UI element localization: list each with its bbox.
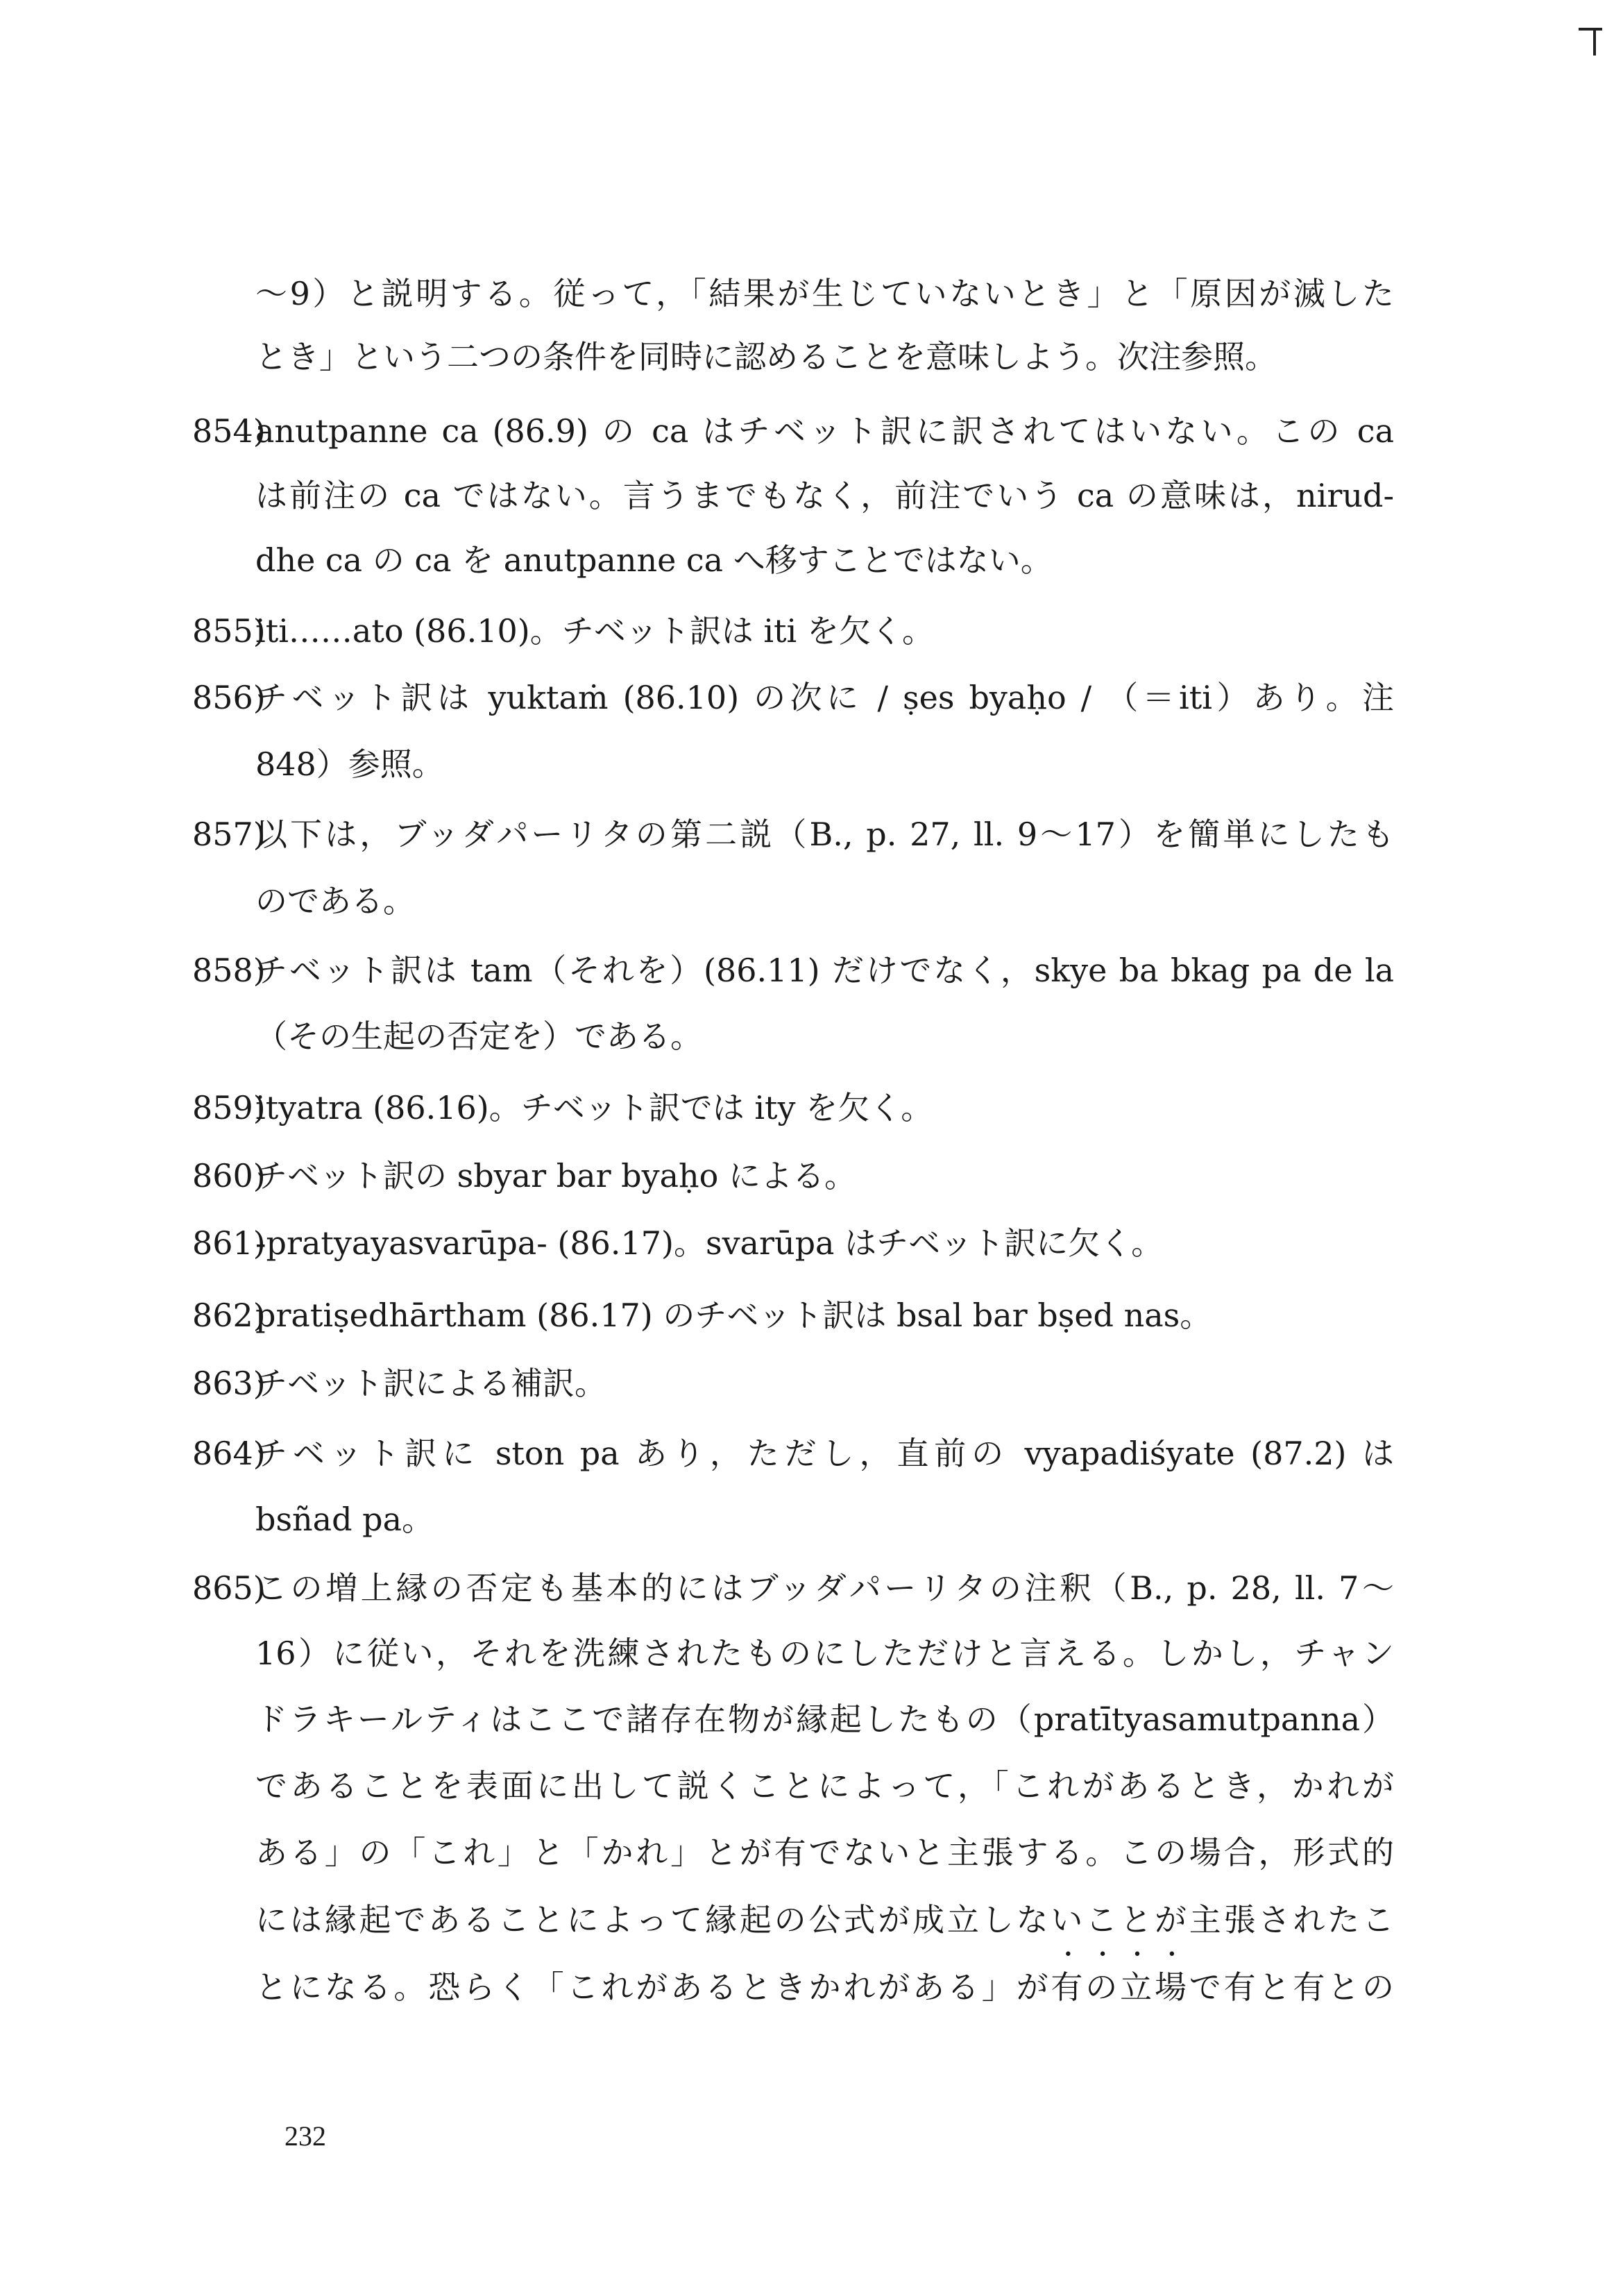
footnote-text [255, 801, 1394, 868]
footnote-text [255, 598, 1394, 664]
footnote-text [255, 260, 1394, 327]
footnote-number: 858) [192, 952, 266, 989]
text-run: ドラキールティはここで諸存在物が縁起したもの（pratītyasamutpanna） [255, 1700, 1394, 1738]
footnote-number: 857) [192, 816, 266, 853]
text-run: dhe ca の ca を anutpanne ca へ移すことではない。 [255, 541, 1053, 579]
footnote-number: 862) [192, 1297, 266, 1334]
footnote-continuation-line [0, 1954, 1623, 2020]
footnote-continuation-line [0, 1753, 1623, 1819]
footnote-text [255, 731, 1394, 797]
footnote-text [255, 1210, 1394, 1276]
emphasis-char: 立 [1120, 1968, 1155, 2006]
footnote-text [255, 1142, 1394, 1209]
footnote-text [255, 1753, 1394, 1819]
text-run: 16）に従い，それを洗練されたものにしただけと言える。しかし，チャン [255, 1635, 1394, 1672]
footnote-line [0, 398, 1623, 464]
footnote-continuation-line [0, 1686, 1623, 1753]
footnote-number: 859) [192, 1089, 266, 1126]
footnote-text [255, 664, 1394, 731]
text-run: であることを表面に出して説くことによって，「これがあるとき，かれが [255, 1767, 1394, 1805]
text-run: -pratyayasvarūpa- (86.17)。svarūpa はチベット訳に欠く。 [255, 1224, 1164, 1262]
footnote-text [255, 1350, 1394, 1417]
footnote-line [0, 937, 1623, 1004]
footnote-line [0, 1282, 1623, 1349]
footnote-number: 855) [192, 612, 266, 650]
text-run: とき」という二つの条件を同時に認めることを意味しよう。次注参照。 [255, 338, 1277, 375]
text-run: で有と有との [1189, 1968, 1394, 2006]
footnote-continuation-line [0, 1819, 1623, 1886]
text-run: とになる。恐らく「これがあるときかれがある」が [255, 1968, 1051, 2006]
footnote-continuation-line [0, 868, 1623, 934]
text-run: anutpanne ca (86.9) の ca はチベット訳に訳されてはいない。この ca [255, 412, 1394, 450]
footnote-text [255, 398, 1394, 464]
footnote-text [255, 1074, 1394, 1141]
emphasis-char: 有 [1051, 1968, 1086, 2006]
footnote-line [0, 1074, 1623, 1141]
emphasis-char: の [1085, 1968, 1121, 2006]
footnote-text [255, 1486, 1394, 1553]
footnote-continuation-line [0, 1003, 1623, 1070]
text-run: ある」の「これ」と「かれ」とが有でないと主張する。この場合，形式的 [255, 1834, 1394, 1871]
footnote-text [255, 1954, 1394, 2020]
footnote-continuation-line [0, 462, 1623, 529]
footnote-text [255, 1282, 1394, 1349]
footnote-continuation-line [0, 1620, 1623, 1687]
text-run: この増上縁の否定も基本的にはブッダパーリタの注釈（B., p. 28, ll. 7～ [255, 1569, 1394, 1607]
footnote-line [0, 598, 1623, 664]
footnote-text [255, 527, 1394, 593]
footnote-line [0, 1142, 1623, 1209]
text-run: bsñad pa。 [255, 1501, 434, 1538]
footnote-text [255, 937, 1394, 1004]
footnote-number: 856) [192, 679, 266, 716]
footnote-text [255, 323, 1394, 390]
text-run: ityatra (86.16)。チベット訳では ity を欠く。 [255, 1089, 933, 1126]
footnote-continuation-line [0, 1886, 1623, 1953]
text-run: （その生起の否定を）である。 [255, 1018, 702, 1055]
text-run: pratiṣedhārtham (86.17) のチベット訳は bsal bar bṣed nas。 [255, 1297, 1212, 1334]
text-run: チベット訳に ston pa あり，ただし，直前の vyapadiśyate (87.2) は [255, 1435, 1394, 1472]
footnote-number: 861) [192, 1224, 266, 1262]
text-run: チベット訳による補訳。 [255, 1365, 606, 1402]
footnote-number: 865) [192, 1569, 266, 1607]
footnote-continuation-line [0, 527, 1623, 593]
footnote-text [255, 1420, 1394, 1487]
scan-mark [1593, 28, 1596, 56]
text-run: 848）参照。 [255, 745, 444, 783]
footnote-line [0, 1420, 1623, 1487]
footnote-continuation-line [0, 260, 1623, 327]
footnote-line [0, 1210, 1623, 1276]
footnote-continuation-line [0, 323, 1623, 390]
text-run: チベット訳は tam（それを）(86.11) だけでなく，skye ba bkag pa de la [255, 952, 1394, 989]
footnote-line [0, 801, 1623, 868]
footnote-text [255, 1620, 1394, 1687]
emphasis-char: 場 [1154, 1968, 1189, 2006]
footnote-number: 864) [192, 1435, 266, 1472]
page-number: 232 [284, 2120, 326, 2152]
text-run: 以下は，ブッダパーリタの第二説（B., p. 27, ll. 9～17）を簡単にしたも [255, 816, 1394, 853]
footnote-line [0, 1555, 1623, 1621]
text-run: のである。 [255, 882, 415, 920]
text-run: チベット訳は yuktaṁ (86.10) の次に / ṣes byaḥo / （＝iti）あり。注 [255, 679, 1394, 716]
footnote-number: 863) [192, 1365, 266, 1402]
footnote-line [0, 1350, 1623, 1417]
footnote-text [255, 1686, 1394, 1753]
text-run: チベット訳の sbyar bar byaḥo による。 [255, 1157, 856, 1195]
footnote-text [255, 1003, 1394, 1070]
text-run: ～9）と説明する。従って，「結果が生じていないとき」と「原因が滅した [255, 275, 1394, 312]
footnote-text [255, 868, 1394, 934]
text-run: は前注の ca ではない。言うまでもなく，前注でいう ca の意味は，nirud- [255, 477, 1394, 514]
text-run: iti……ato (86.10)。チベット訳は iti を欠く。 [255, 612, 934, 650]
footnote-number: 854) [192, 412, 266, 450]
scan-mark [1579, 28, 1602, 31]
emphasis-dotted-text [1051, 1968, 1189, 2006]
footnote-text [255, 462, 1394, 529]
footnote-number: 860) [192, 1157, 266, 1195]
footnote-text [255, 1555, 1394, 1621]
footnote-line [0, 664, 1623, 731]
footnote-continuation-line [0, 731, 1623, 797]
footnote-continuation-line [0, 1486, 1623, 1553]
footnote-text [255, 1886, 1394, 1953]
footnote-text [255, 1819, 1394, 1886]
text-run: には縁起であることによって縁起の公式が成立しないことが主張されたこ [255, 1901, 1394, 1939]
